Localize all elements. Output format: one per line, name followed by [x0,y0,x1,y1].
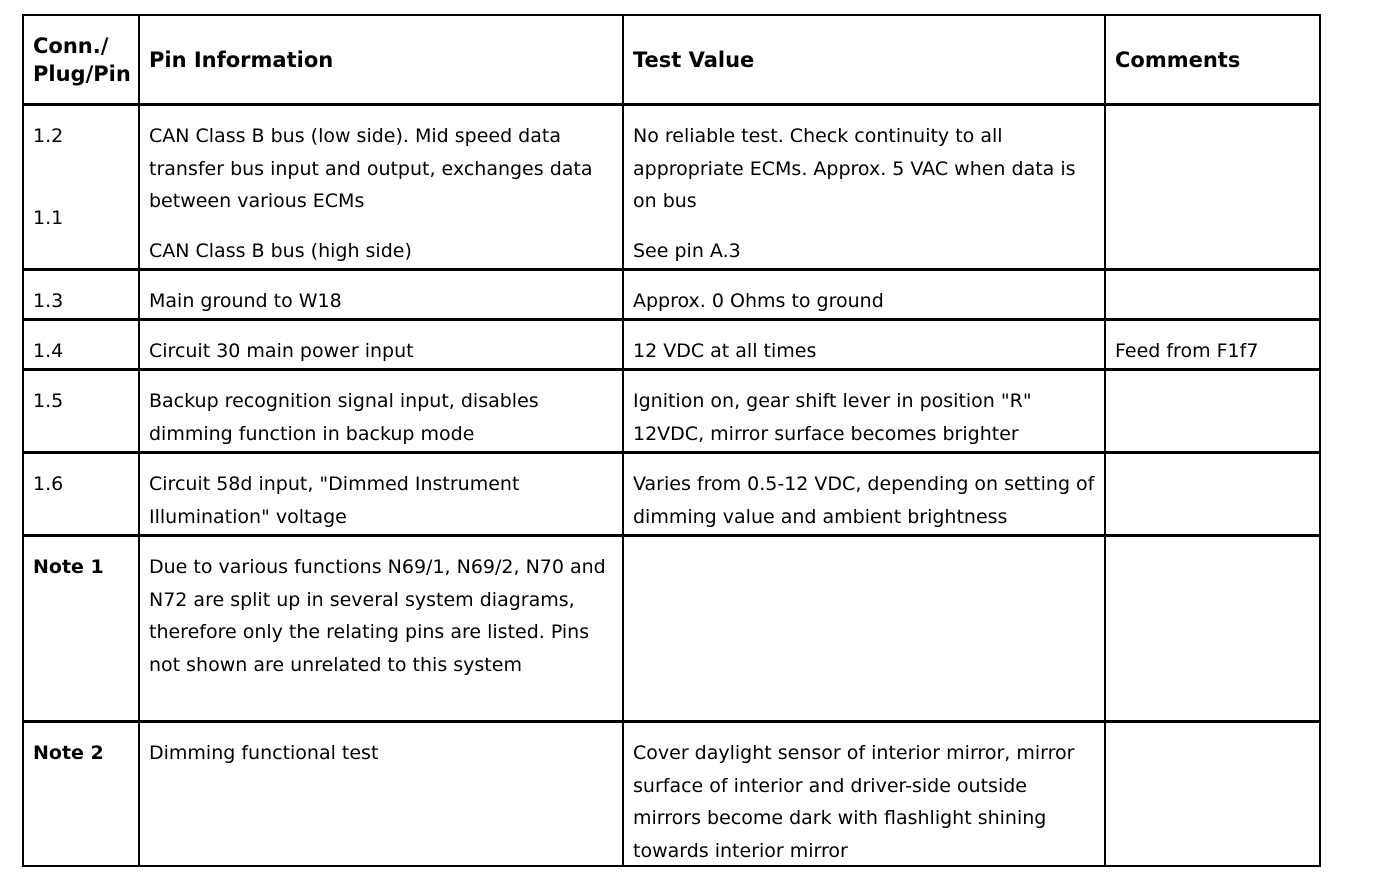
header-conn-line1: Conn./ [33,33,109,58]
row-5-info: Circuit 58d input, "Dimmed Instrument Illumination" voltage [140,454,624,537]
row-2-info: Main ground to W18 [140,271,624,321]
header-pin-information: Pin Information [140,16,624,106]
pin-1-2: 1.2 [33,125,64,147]
header-conn-plug-pin [24,16,140,106]
row-1-pin [24,106,140,271]
info-1-2: CAN Class B bus (low side). Mid speed data transfer bus input and output, exchanges data between various ECMs [149,125,593,212]
test-1-2: No reliable test. Check continuity to all appropriate ECMs. Approx. 5 VAC when data is on bus [633,125,1076,212]
row-4-test: Ignition on, gear shift lever in position "R" 12VDC, mirror surface becomes brighter [624,371,1106,454]
row-2-comment [1106,271,1319,321]
header-test-value: Test Value [624,16,1106,106]
row-5-test: Varies from 0.5-12 VDC, depending on setting of dimming value and ambient brightness [624,454,1106,537]
header-conn-line2: Plug/Pin [33,61,131,86]
info-1-1: CAN Class B bus (high side) [149,239,412,262]
pin-1-1: 1.1 [33,206,64,229]
row-1-comment [1106,106,1319,271]
test-1-1: See pin A.3 [633,239,741,262]
row-7-info: Dimming functional test [140,723,624,865]
row-2-test: Approx. 0 Ohms to ground [624,271,1106,321]
row-7-pin: Note 2 [24,723,140,865]
row-4-info: Backup recognition signal input, disables dimming function in backup mode [140,371,624,454]
row-4-comment [1106,371,1319,454]
row-5-pin: 1.6 [24,454,140,537]
pin-table [22,14,1321,867]
row-7-test: Cover daylight sensor of interior mirror, mirror surface of interior and driver-side outside mirrors become dark with flashlight shining towards interior mirror [624,723,1106,865]
header-comments: Comments [1106,16,1319,106]
row-6-test [624,537,1106,723]
row-1-test [624,106,1106,271]
row-3-pin: 1.4 [24,321,140,371]
row-5-comment [1106,454,1319,537]
row-2-pin: 1.3 [24,271,140,321]
row-1-info [140,106,624,271]
row-3-comment: Feed from F1f7 [1106,321,1319,371]
row-7-comment [1106,723,1319,865]
row-4-pin: 1.5 [24,371,140,454]
row-3-test: 12 VDC at all times [624,321,1106,371]
row-3-info: Circuit 30 main power input [140,321,624,371]
row-6-comment [1106,537,1319,723]
row-6-pin: Note 1 [24,537,140,723]
row-6-info: Due to various functions N69/1, N69/2, N70 and N72 are split up in several system diagrams, therefore only the relating pins are listed. Pins not shown are unrelated to this system [140,537,624,723]
